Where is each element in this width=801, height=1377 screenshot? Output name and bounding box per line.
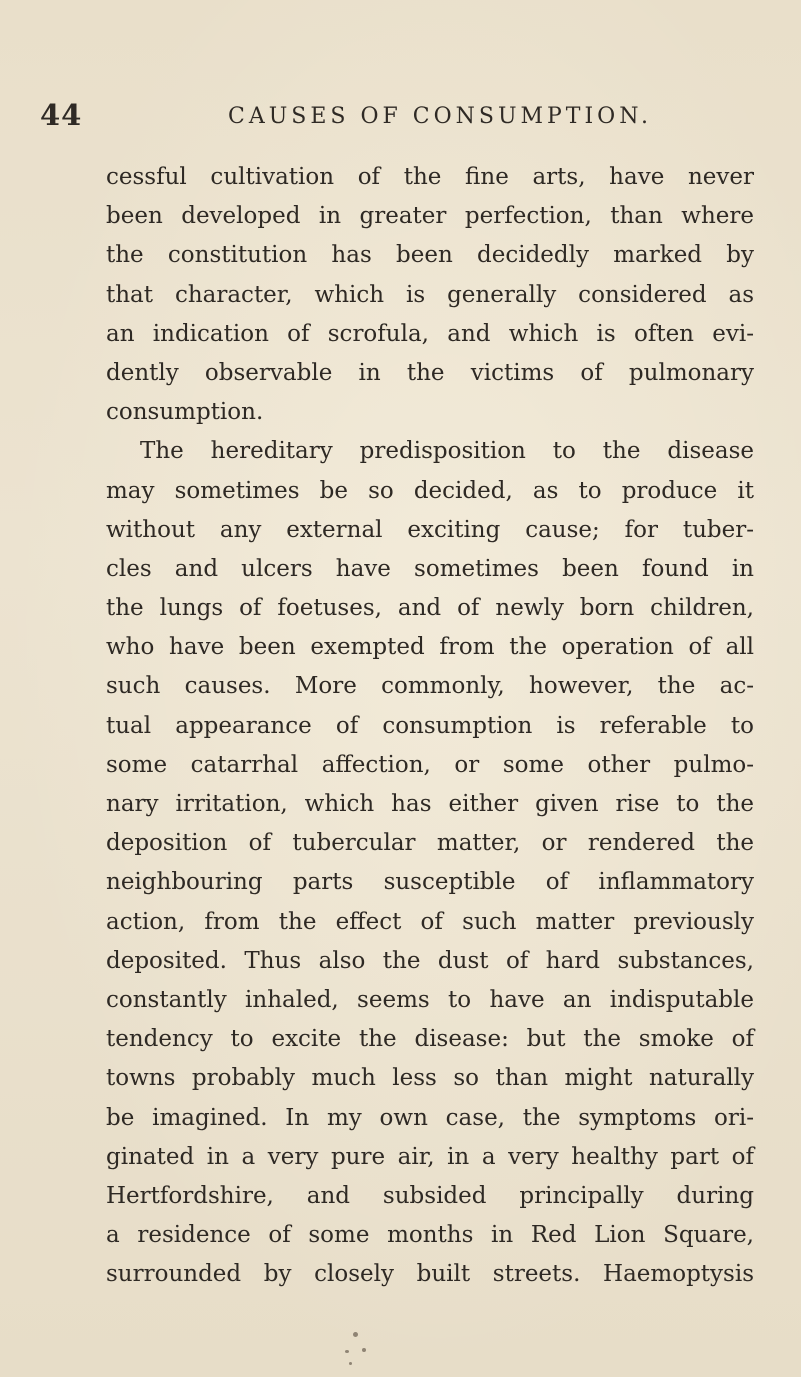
text-line: been developed in greater perfection, than where	[106, 203, 754, 230]
text-line: constantly inhaled, seems to have an indisputable	[106, 986, 754, 1013]
text-line: cles and ulcers have sometimes been found in	[106, 555, 754, 582]
text-line: action, from the effect of such matter previously	[106, 908, 754, 935]
page-header	[40, 98, 780, 138]
ink-speck	[353, 1332, 358, 1337]
running-head: CAUSES OF CONSUMPTION.	[228, 104, 653, 129]
page-number: 44	[40, 98, 83, 132]
text-line: such causes. More commonly, however, the ac-	[106, 673, 754, 700]
ink-speck	[349, 1362, 352, 1365]
text-line: deposition of tubercular matter, or rendered the	[106, 830, 754, 857]
text-line: the lungs of foetuses, and of newly born children,	[106, 595, 754, 622]
text-line: a residence of some months in Red Lion Square,	[106, 1222, 754, 1249]
text-line: that character, which is generally considered as	[106, 281, 754, 308]
text-line: towns probably much less so than might naturally	[106, 1065, 754, 1092]
text-line: deposited. Thus also the dust of hard substances,	[106, 947, 754, 974]
text-line: ginated in a very pure air, in a very healthy part of	[106, 1143, 754, 1170]
text-line: consumption.	[106, 399, 264, 426]
text-line: surrounded by closely built streets. Haemoptysis	[106, 1261, 754, 1288]
ink-speck	[345, 1350, 349, 1353]
text-line: an indication of scrofula, and which is often evi-	[106, 320, 754, 347]
text-line: without any external exciting cause; for tuber-	[106, 516, 754, 543]
body-text	[106, 158, 754, 1294]
text-line: tendency to excite the disease: but the smoke of	[106, 1026, 754, 1053]
ink-speck	[362, 1348, 366, 1352]
text-line: tual appearance of consumption is referable to	[106, 712, 754, 739]
text-line: nary irritation, which has either given rise to the	[106, 791, 754, 817]
text-line: some catarrhal affection, or some other pulmo-	[106, 751, 754, 778]
text-line: who have been exempted from the operation of all	[106, 634, 754, 661]
text-line: The hereditary predisposition to the disease	[140, 438, 754, 465]
text-line: Hertfordshire, and subsided principally during	[106, 1182, 754, 1209]
text-line: neighbouring parts susceptible of inflammatory	[106, 869, 754, 896]
text-line: the constitution has been decidedly marked by	[106, 242, 754, 269]
text-line: be imagined. In my own case, the symptoms ori-	[106, 1104, 754, 1131]
text-line: may sometimes be so decided, as to produce it	[106, 477, 754, 504]
text-line: cessful cultivation of the fine arts, have never	[106, 164, 754, 190]
text-line: dently observable in the victims of pulmonary	[106, 359, 754, 386]
